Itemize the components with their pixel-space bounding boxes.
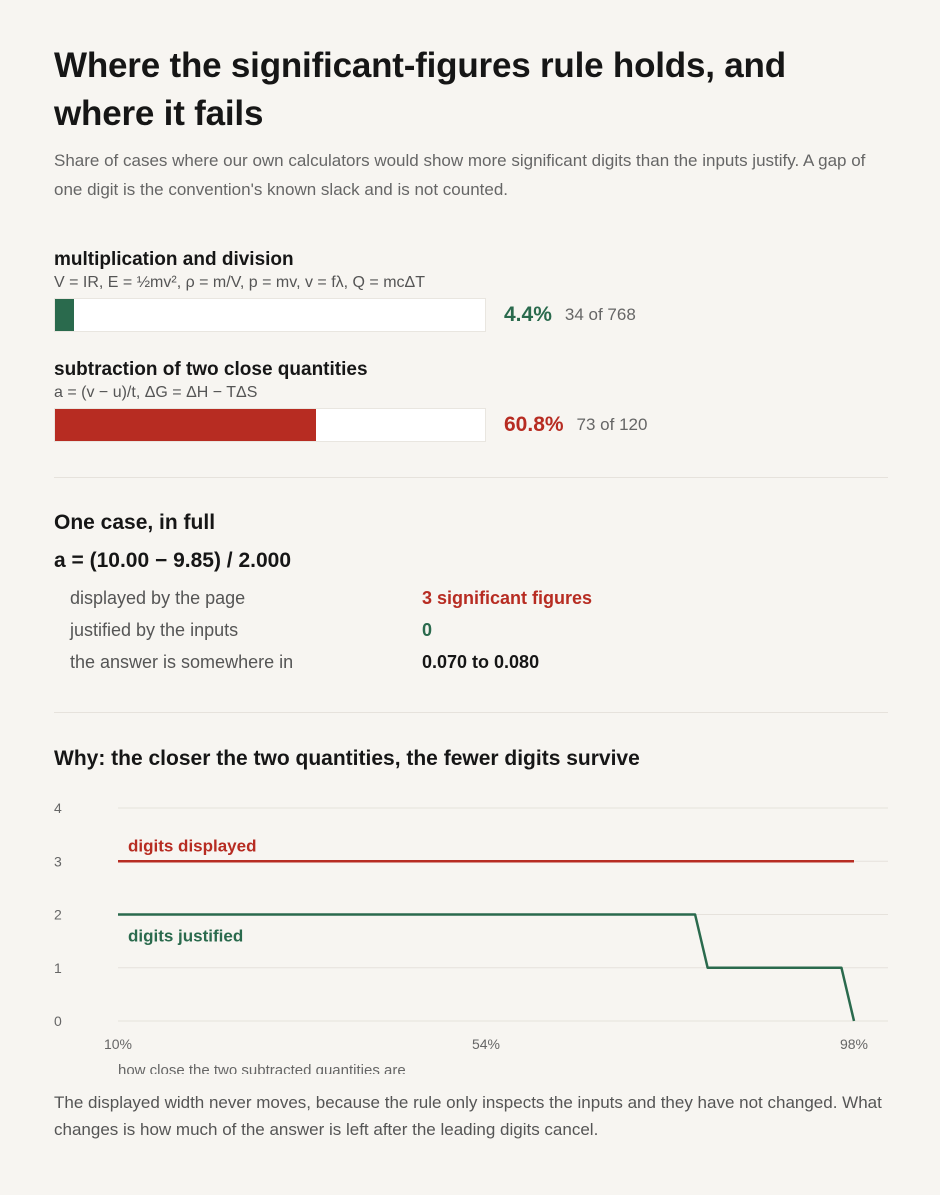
bar-fill-multiplication — [55, 299, 74, 331]
group-multiplication — [54, 249, 888, 333]
group-title: multiplication and division — [54, 249, 294, 270]
group-formula: a = (v − u)/t, ΔG = ΔH − TΔS — [54, 384, 258, 401]
case-row — [54, 582, 888, 614]
divider — [54, 477, 888, 478]
y-tick-label: 2 — [54, 906, 62, 923]
case-heading: One case, in full — [54, 511, 216, 534]
x-tick-label: 54% — [471, 1036, 501, 1052]
group-title: subtraction of two close quantities — [54, 359, 368, 380]
bar-count: 73 of 120 — [576, 415, 648, 434]
y-tick-label: 0 — [54, 1013, 62, 1029]
page-subtitle: Share of cases where our own calculators would show more significant digits than the inputs justify. A gap of one digit is the convention's known slack and is not counted. — [54, 151, 866, 199]
case-equation: a = (10.00 − 9.85) / 2.000 — [54, 549, 292, 572]
group-formula: V = IR, E = ½mv², ρ = m/V, p = mv, v = fλ, Q = mcΔT — [54, 274, 425, 291]
case-section — [54, 510, 888, 678]
case-value: 0.070 to 0.080 — [422, 651, 540, 672]
y-tick-label: 4 — [54, 800, 62, 816]
bar-row — [54, 407, 888, 443]
bar-percent: 60.8% — [504, 413, 564, 436]
bar-row — [54, 297, 888, 333]
case-table — [54, 582, 888, 678]
x-tick-label: 10% — [103, 1036, 133, 1052]
bar-percent: 4.4% — [504, 303, 552, 326]
page-title: Where the significant-figures rule holds, and where it fails — [54, 46, 786, 133]
y-tick-label: 1 — [54, 959, 62, 976]
case-value: 3 significant figures — [422, 587, 593, 608]
case-value: 0 — [422, 619, 433, 640]
bar-track — [54, 408, 486, 442]
bar-fill-subtraction — [55, 409, 316, 441]
case-label: displayed by the page — [70, 587, 246, 608]
case-label: the answer is somewhere in — [70, 651, 294, 672]
y-tick-label: 3 — [54, 853, 62, 870]
chart-title: Why: the closer the two quantities, the fewer digits survive — [54, 747, 640, 770]
case-row — [54, 646, 888, 678]
bar-track — [54, 298, 486, 332]
x-tick-label: 98% — [839, 1036, 869, 1052]
case-label: justified by the inputs — [70, 619, 239, 640]
series-label: digits displayed — [128, 836, 257, 856]
group-subtraction — [54, 359, 888, 443]
series-label: digits justified — [128, 926, 244, 946]
x-axis-label: how close the two subtracted quantities are — [118, 1062, 406, 1074]
bar-count: 34 of 768 — [564, 305, 636, 324]
divider — [54, 712, 888, 713]
case-row — [54, 614, 888, 646]
chart — [54, 794, 888, 1074]
footer-note: The displayed width never moves, because the rule only inspects the inputs and they have not changed. What changes is how much of the answer is left after the leading digits cancel. — [54, 1093, 882, 1139]
chart-svg — [54, 794, 888, 1074]
